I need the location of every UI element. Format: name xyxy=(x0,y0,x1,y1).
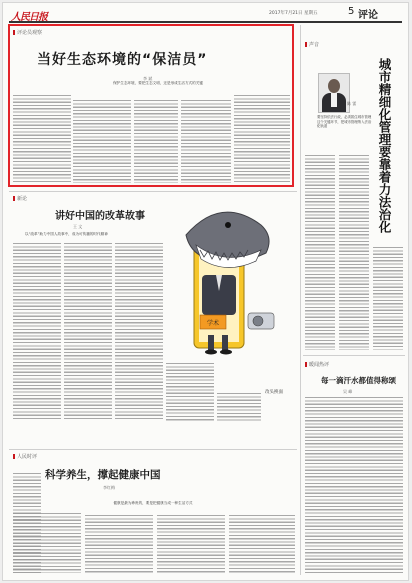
header-rule xyxy=(9,21,402,23)
bottom-body-col-2 xyxy=(13,513,81,573)
middle-body-col-4 xyxy=(166,363,214,421)
cartoon-caption: 改头换面 xyxy=(265,390,283,395)
author-portrait xyxy=(318,73,350,113)
column-head-new-theory: 新论 xyxy=(13,195,27,202)
lead-headline: 当好生态环境的“保洁员” xyxy=(37,52,208,68)
editorial-cartoon xyxy=(166,195,281,360)
right-body-col-2 xyxy=(339,155,369,350)
shark-eye xyxy=(225,222,231,228)
pull-quote: 要坚持依法行政，必须抓住城市管理这个关键环节，把城市管理纳入法治化轨道 xyxy=(317,115,372,129)
column-head-commentary: 评论员观察 xyxy=(13,29,42,36)
page-number: 5 xyxy=(348,6,355,17)
bottom-body-col-4 xyxy=(157,515,225,573)
right-column-title: 城市精细化管理要靠着力法治化 xyxy=(377,58,392,233)
lower-right-headline: 每一滴汗水都值得称颂 xyxy=(321,376,396,385)
right-section-rule xyxy=(303,355,405,356)
column-divider xyxy=(300,25,301,575)
header-date: 2017年7月21日 星期五 xyxy=(269,11,318,16)
section-rule-2 xyxy=(9,449,297,450)
shoe-right xyxy=(220,350,232,355)
section-rule-1 xyxy=(9,191,297,192)
middle-body-col-3 xyxy=(115,243,163,421)
middle-body-col-2 xyxy=(64,243,112,421)
middle-headline: 讲好中国的改革故事 xyxy=(55,211,145,222)
newspaper-page xyxy=(2,2,409,581)
right-body-col-1 xyxy=(305,155,335,350)
bottom-author: 李红梅 xyxy=(103,485,115,490)
camera-lens xyxy=(253,316,263,326)
lead-author: 李 斌 xyxy=(143,76,153,81)
shark-leg-left xyxy=(208,335,214,351)
column-head-daily-commentary: 人民时评 xyxy=(13,453,37,460)
bottom-summary: 健康是最为珍贵的，要是把健康当成一种生活方式 xyxy=(113,501,193,505)
shark-leg-right xyxy=(222,335,228,351)
middle-body-col-5 xyxy=(217,393,261,421)
bottom-body-col-5 xyxy=(229,515,295,573)
masthead: 人民日报 xyxy=(11,12,47,23)
column-head-warm-news: 暖闻热评 xyxy=(305,361,329,368)
lead-summary: 保护生态环境，要把生态文明，还是形成生活方式的关键 xyxy=(113,81,203,85)
bottom-body-col-3 xyxy=(85,515,153,573)
lower-right-author: 吴 峰 xyxy=(343,389,353,394)
right-body-col-3 xyxy=(373,247,403,350)
section-name: 评论 xyxy=(358,10,378,21)
sign-text: 学术 xyxy=(206,320,220,327)
column-head-voice: 声音 xyxy=(305,41,319,48)
lower-right-body xyxy=(305,397,403,575)
bottom-headline: 科学养生，撑起健康中国 xyxy=(45,469,161,481)
shoe-left xyxy=(205,350,217,355)
middle-body-col-1 xyxy=(13,243,61,421)
highlight-box xyxy=(8,24,294,187)
portrait-name: 陈 雷 xyxy=(347,101,357,106)
middle-subtitle: 以“改革”助力中国人故事中，成为可传播的时代精神 xyxy=(25,232,108,236)
middle-author: 王 文 xyxy=(73,224,83,229)
